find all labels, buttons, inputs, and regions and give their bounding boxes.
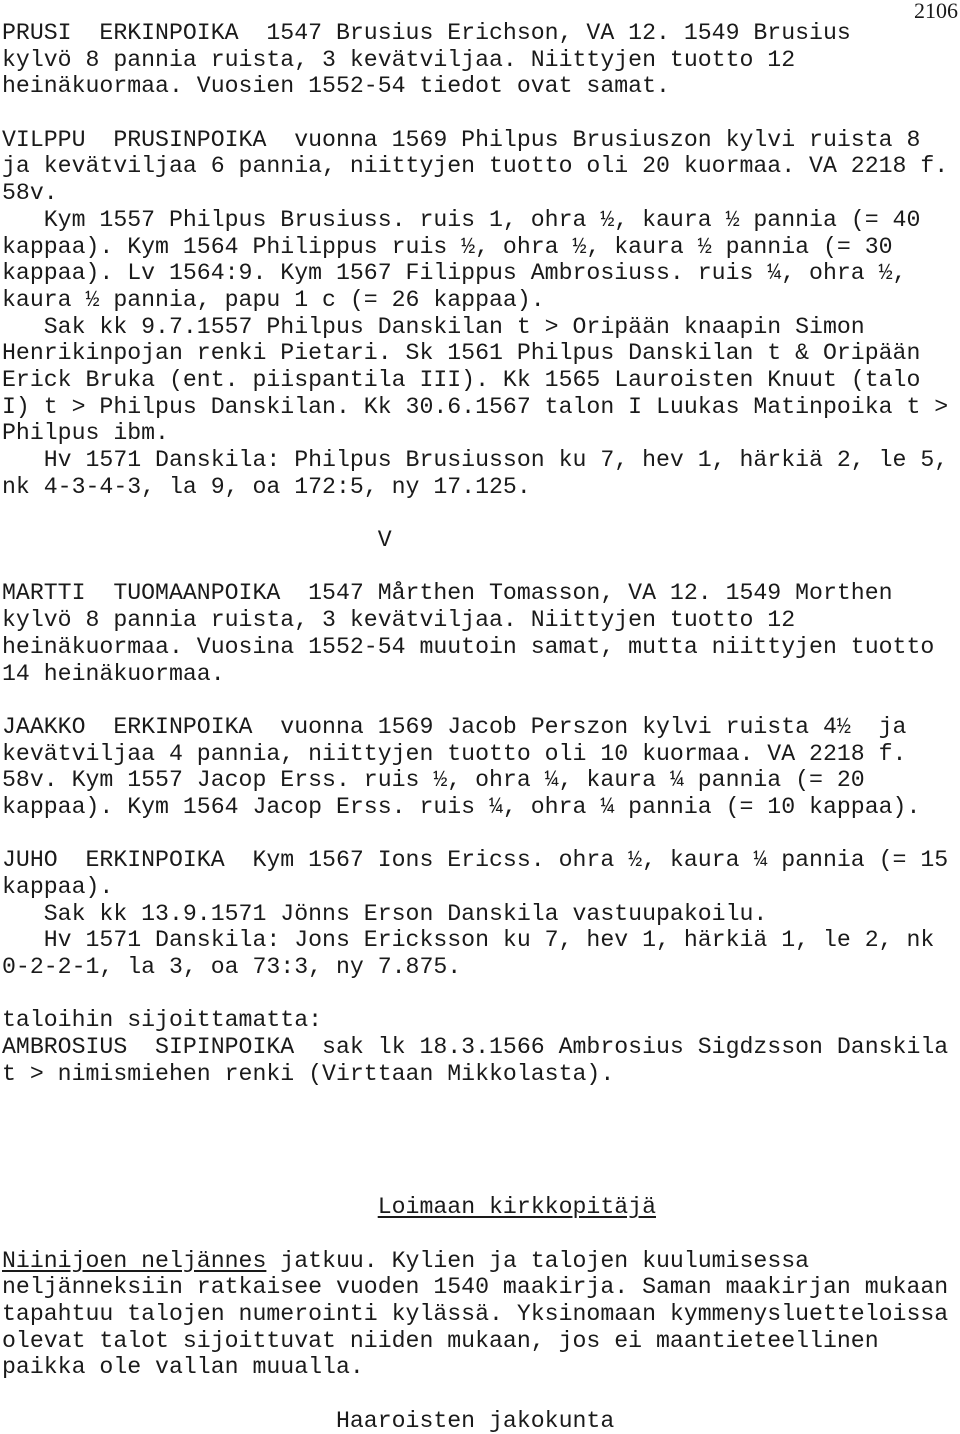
text-line: JAAKKO ERKINPOIKA vuonna 1569 Jacob Perszon kylvi ruista 4½ ja xyxy=(2,713,907,740)
text-line: Sak kk 13.9.1571 Jönns Erson Danskila vastuupakoilu. xyxy=(2,900,768,927)
text-line: heinäkuormaa. Vuosien 1552-54 tiedot ovat samat. xyxy=(2,73,670,100)
text-line xyxy=(2,554,960,581)
page-number: 2106 xyxy=(914,0,958,23)
text-line: Niinijoen neljännes jatkuu. Kylien ja talojen kuulumisessa xyxy=(2,1247,810,1274)
text-line xyxy=(2,981,960,1008)
text-line: nk 4-3-4-3, la 9, oa 172:5, ny 17.125. xyxy=(2,473,531,500)
text-line: MARTTI TUOMAANPOIKA 1547 Mårthen Tomasson, VA 12. 1549 Morthen xyxy=(2,580,893,607)
text-line: kappaa). xyxy=(2,874,114,900)
underlined-heading: Niinijoen neljännes xyxy=(2,1247,267,1274)
text-line: 14 heinäkuormaa. xyxy=(2,660,225,687)
text-line: Kym 1557 Philpus Brusiuss. ruis 1, ohra ½, kaura ½ pannia (= 40 xyxy=(2,206,921,233)
text-line: Henrikinpojan renki Pietari. Sk 1561 Philpus Danskilan t & Oripään xyxy=(2,340,921,367)
text-line: kevätviljaa 4 pannia, niittyjen tuotto oli 10 kuormaa. VA 2218 f. xyxy=(2,740,907,767)
text-line xyxy=(2,687,960,714)
text-line: Philpus ibm. xyxy=(2,420,169,447)
text-line: 58v. xyxy=(2,180,58,207)
text-line: kappaa). Kym 1564 Philippus ruis ½, ohra ½, kaura ½ pannia (= 30 xyxy=(2,233,893,260)
underlined-heading: Loimaan kirkkopitäjä xyxy=(377,1194,656,1221)
text-line: Sak kk 9.7.1557 Philpus Danskilan t > Oripään knaapin Simon xyxy=(2,313,865,340)
text-line xyxy=(2,100,960,127)
text-line: paikka ole vallan muualla. xyxy=(2,1354,364,1381)
text-line: V xyxy=(2,527,392,554)
text-line xyxy=(2,1114,960,1141)
text-line: VILPPU PRUSINPOIKA vuonna 1569 Philpus Brusiuszon kylvi ruista 8 xyxy=(2,126,921,153)
text-line: ja kevätviljaa 6 pannia, niittyjen tuotto oli 20 kuormaa. VA 2218 f. xyxy=(2,153,949,180)
text-line: kylvö 8 pannia ruista, 3 kevätviljaa. Niittyjen tuotto 12 xyxy=(2,46,796,73)
text-line xyxy=(2,1194,960,1221)
text-line xyxy=(2,1088,960,1115)
text-line: Hv 1571 Danskila: Jons Ericksson ku 7, hev 1, härkiä 1, le 2, nk xyxy=(2,927,935,954)
text-line: tapahtuu talojen numerointi kylässä. Yksinomaan kymmenysluetteloissa xyxy=(2,1301,949,1327)
text-line xyxy=(2,821,960,848)
text-line: Hv 1571 Danskila: Philpus Brusiusson ku 7, hev 1, härkiä 2, le 5, xyxy=(2,447,949,473)
text-line xyxy=(2,1221,960,1248)
text-line: olevat talot sijoittuvat niiden mukaan, jos ei maantieteellinen xyxy=(2,1327,879,1354)
text-line: kappaa). Lv 1564:9. Kym 1567 Filippus Ambrosiuss. ruis ¼, ohra ½, xyxy=(2,260,907,287)
text-line: neljänneksiin ratkaisee vuoden 1540 maakirja. Saman maakirjan mukaan xyxy=(2,1274,949,1301)
text-line xyxy=(2,500,960,527)
text-line: 58v. Kym 1557 Jacop Erss. ruis ½, ohra ¼, kaura ¼ pannia (= 20 xyxy=(2,767,865,794)
text-line: 0-2-2-1, la 3, oa 73:3, ny 7.875. xyxy=(2,954,462,981)
text-line: heinäkuormaa. Vuosina 1552-54 muutoin samat, mutta niittyjen tuotto xyxy=(2,633,935,660)
text-line: taloihin sijoittamatta: xyxy=(2,1007,323,1034)
text-line: AMBROSIUS SIPINPOIKA sak lk 18.3.1566 Ambrosius Sigdzsson Danskila xyxy=(2,1034,949,1061)
text-line: kaura ½ pannia, papu 1 c (= 26 kappaa). xyxy=(2,286,545,313)
document-body xyxy=(2,20,960,1434)
text-line: t > nimismiehen renki (Virttaan Mikkolasta). xyxy=(2,1060,615,1087)
text-line: I) t > Philpus Danskilan. Kk 30.6.1567 talon I Luukas Matinpoika t > xyxy=(2,393,949,420)
text-line: Erick Bruka (ent. piispantila III). Kk 1565 Lauroisten Knuut (talo xyxy=(2,366,921,393)
text-line xyxy=(2,1141,960,1168)
text-line: Haaroisten jakokunta xyxy=(2,1407,615,1434)
text-line: kylvö 8 pannia ruista, 3 kevätviljaa. Niittyjen tuotto 12 xyxy=(2,607,796,634)
text-line xyxy=(2,1168,960,1195)
text-line: PRUSI ERKINPOIKA 1547 Brusius Erichson, VA 12. 1549 Brusius xyxy=(2,20,851,46)
text-line: kappaa). Kym 1564 Jacop Erss. ruis ¼, ohra ¼ pannia (= 10 kappaa). xyxy=(2,793,921,820)
text-line: JUHO ERKINPOIKA Kym 1567 Ions Ericss. ohra ½, kaura ¼ pannia (= 15 xyxy=(2,847,949,874)
